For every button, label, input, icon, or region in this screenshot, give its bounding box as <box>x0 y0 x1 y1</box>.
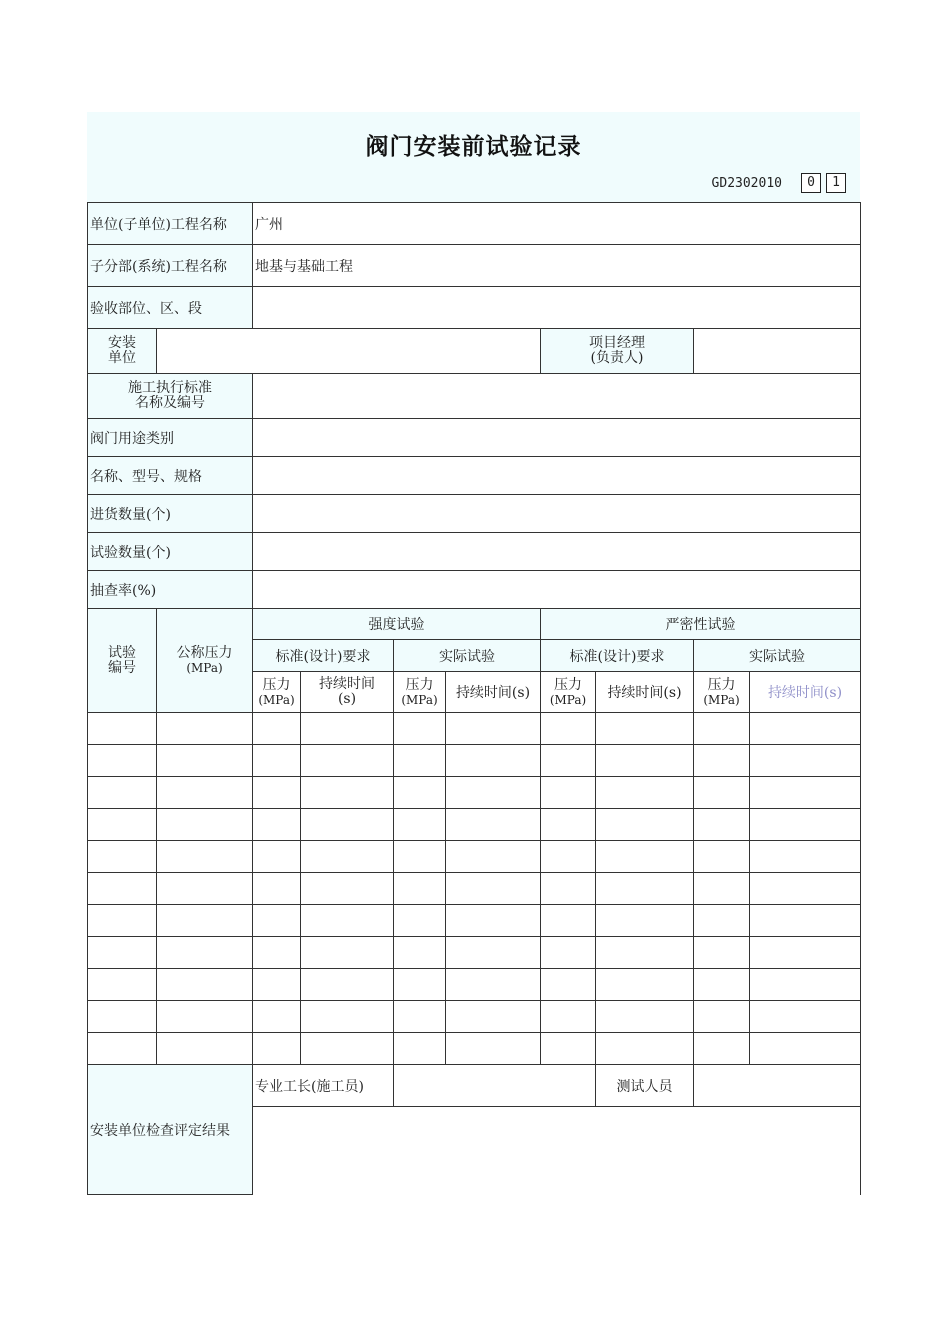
install-unit-label <box>88 329 157 374</box>
table-cell[interactable] <box>301 873 394 905</box>
table-cell[interactable] <box>301 777 394 809</box>
table-cell[interactable] <box>253 937 301 969</box>
test-no-header-line2: 编号 <box>108 659 136 676</box>
table-cell[interactable] <box>750 905 861 937</box>
serial-box-2[interactable]: 1 <box>826 173 846 193</box>
table-cell[interactable] <box>694 905 750 937</box>
tightness-actual-pressure-label: 压力 <box>707 676 736 693</box>
standard-label-line1: 施工执行标准 <box>128 380 212 396</box>
table-cell[interactable] <box>694 873 750 905</box>
valve-usage-label: 阀门用途类别 <box>88 419 253 457</box>
table-cell[interactable] <box>596 969 694 1001</box>
name-model-label: 名称、型号、规格 <box>88 457 253 495</box>
table-row <box>88 1001 861 1033</box>
table-cell[interactable] <box>301 905 394 937</box>
table-cell[interactable] <box>88 809 157 841</box>
strength-std-pressure-header <box>253 672 301 713</box>
tightness-std-header: 标准(设计)要求 <box>541 640 694 672</box>
table-cell[interactable] <box>750 809 861 841</box>
table-cell[interactable] <box>694 745 750 777</box>
table-cell[interactable] <box>394 745 446 777</box>
table-cell[interactable] <box>157 713 253 745</box>
table-cell[interactable] <box>157 841 253 873</box>
table-cell[interactable] <box>596 713 694 745</box>
table-cell[interactable] <box>253 713 301 745</box>
table-cell[interactable] <box>694 713 750 745</box>
table-cell[interactable] <box>750 873 861 905</box>
strength-test-header: 强度试验 <box>253 609 541 640</box>
table-cell[interactable] <box>88 873 157 905</box>
incoming-qty-label: 进货数量(个) <box>88 495 253 533</box>
page-title: 阀门安装前试验记录 <box>365 134 582 160</box>
tightness-actual-duration-header: 持续时间(s) <box>750 672 861 713</box>
table-cell[interactable] <box>88 905 157 937</box>
table-cell[interactable] <box>157 969 253 1001</box>
table-cell[interactable] <box>750 1033 861 1065</box>
table-cell[interactable] <box>541 937 596 969</box>
table-cell[interactable] <box>394 937 446 969</box>
header-band <box>87 112 860 202</box>
strength-std-duration-label: 持续时间 <box>319 676 375 692</box>
table-cell[interactable] <box>301 745 394 777</box>
table-row <box>88 1033 861 1065</box>
table-cell[interactable] <box>157 1001 253 1033</box>
tester-label: 测试人员 <box>596 1065 694 1107</box>
table-cell[interactable] <box>694 1033 750 1065</box>
table-cell[interactable] <box>446 841 541 873</box>
sampling-rate-value[interactable] <box>253 571 861 609</box>
install-unit-label-line1: 安装 <box>108 335 136 351</box>
document-code: GD2302010 <box>711 175 782 191</box>
test-qty-label: 试验数量(个) <box>88 533 253 571</box>
table-cell[interactable] <box>750 777 861 809</box>
table-cell[interactable] <box>694 969 750 1001</box>
table-cell[interactable] <box>446 777 541 809</box>
table-cell[interactable] <box>750 841 861 873</box>
table-cell[interactable] <box>694 777 750 809</box>
table-cell[interactable] <box>88 841 157 873</box>
table-cell[interactable] <box>596 1033 694 1065</box>
table-cell[interactable] <box>446 905 541 937</box>
table-cell[interactable] <box>301 841 394 873</box>
form-sheet <box>87 112 860 1195</box>
table-cell[interactable] <box>596 873 694 905</box>
nominal-pressure-header-unit: (MPa) <box>186 661 223 675</box>
table-cell[interactable] <box>541 745 596 777</box>
table-cell[interactable] <box>301 713 394 745</box>
unit-project-label: 单位(子单位)工程名称 <box>88 203 253 245</box>
table-cell[interactable] <box>301 969 394 1001</box>
table-cell[interactable] <box>157 1033 253 1065</box>
table-cell[interactable] <box>394 1001 446 1033</box>
table-row <box>88 777 861 809</box>
table-cell[interactable] <box>88 969 157 1001</box>
strength-std-header: 标准(设计)要求 <box>253 640 394 672</box>
table-cell[interactable] <box>394 809 446 841</box>
install-unit-value[interactable] <box>157 329 541 374</box>
nominal-pressure-header-line1: 公称压力 <box>176 645 233 661</box>
table-cell[interactable] <box>694 809 750 841</box>
table-cell[interactable] <box>446 873 541 905</box>
table-cell[interactable] <box>253 1033 301 1065</box>
install-unit-label-line2: 单位 <box>108 350 136 366</box>
valve-usage-value[interactable] <box>253 419 861 457</box>
table-cell[interactable] <box>88 1033 157 1065</box>
table-cell[interactable] <box>596 841 694 873</box>
incoming-qty-value[interactable] <box>253 495 861 533</box>
table-cell[interactable] <box>157 937 253 969</box>
table-cell[interactable] <box>301 809 394 841</box>
table-cell[interactable] <box>446 969 541 1001</box>
project-manager-label-line1: 项目经理 <box>589 335 645 351</box>
strength-actual-pressure-header <box>394 672 446 713</box>
table-cell[interactable] <box>541 969 596 1001</box>
table-cell[interactable] <box>446 745 541 777</box>
sub-project-value[interactable]: 地基与基础工程 <box>253 245 861 287</box>
table-cell[interactable] <box>157 905 253 937</box>
table-cell[interactable] <box>750 969 861 1001</box>
table-cell[interactable] <box>88 1001 157 1033</box>
table-cell[interactable] <box>596 905 694 937</box>
table-cell[interactable] <box>694 937 750 969</box>
table-row <box>88 905 861 937</box>
table-cell[interactable] <box>394 969 446 1001</box>
table-cell[interactable] <box>541 1001 596 1033</box>
table-cell[interactable] <box>446 937 541 969</box>
table-cell[interactable] <box>446 1033 541 1065</box>
test-qty-value[interactable] <box>253 533 861 571</box>
table-cell[interactable] <box>394 873 446 905</box>
document-code-row <box>712 173 846 193</box>
table-cell[interactable] <box>541 777 596 809</box>
test-no-header <box>88 609 157 713</box>
acceptance-part-label: 验收部位、区、段 <box>88 287 253 329</box>
table-cell[interactable] <box>541 905 596 937</box>
strength-std-pressure-unit: (MPa) <box>258 692 295 707</box>
table-cell[interactable] <box>694 1001 750 1033</box>
foreman-label: 专业工长(施工员) <box>253 1065 394 1107</box>
table-cell[interactable] <box>541 1033 596 1065</box>
tightness-std-pressure-unit: (MPa) <box>549 692 587 707</box>
table-cell[interactable] <box>596 745 694 777</box>
strength-std-duration-header <box>301 672 394 713</box>
table-cell[interactable] <box>596 777 694 809</box>
acceptance-part-value[interactable] <box>253 287 861 329</box>
table-cell[interactable] <box>253 777 301 809</box>
table-cell[interactable] <box>88 713 157 745</box>
table-cell[interactable] <box>750 1001 861 1033</box>
table-cell[interactable] <box>394 841 446 873</box>
strength-std-duration-unit: (s) <box>337 691 357 707</box>
project-manager-value[interactable] <box>694 329 861 374</box>
table-cell[interactable] <box>301 1033 394 1065</box>
result-label: 安装单位检查评定结果 <box>88 1065 253 1195</box>
test-no-header-line1: 试验 <box>108 644 136 661</box>
table-cell[interactable] <box>301 937 394 969</box>
table-cell[interactable] <box>253 809 301 841</box>
table-cell[interactable] <box>446 713 541 745</box>
table-cell[interactable] <box>750 745 861 777</box>
table-row <box>88 937 861 969</box>
sub-project-label: 子分部(系统)工程名称 <box>88 245 253 287</box>
table-cell[interactable] <box>394 777 446 809</box>
name-model-value[interactable] <box>253 457 861 495</box>
tightness-actual-pressure-header <box>694 672 750 713</box>
table-cell[interactable] <box>394 905 446 937</box>
table-cell[interactable] <box>253 969 301 1001</box>
table-cell[interactable] <box>157 745 253 777</box>
test-data-rows <box>88 713 861 1065</box>
table-cell[interactable] <box>394 1033 446 1065</box>
tightness-std-pressure-label: 压力 <box>554 676 582 693</box>
table-cell[interactable] <box>541 873 596 905</box>
table-cell[interactable] <box>157 873 253 905</box>
result-value[interactable] <box>253 1107 861 1195</box>
table-cell[interactable] <box>394 713 446 745</box>
standard-value[interactable] <box>253 374 861 419</box>
record-table <box>87 202 861 1195</box>
tightness-std-pressure-header <box>541 672 596 713</box>
tightness-actual-header: 实际试验 <box>694 640 861 672</box>
table-cell[interactable] <box>596 1001 694 1033</box>
table-row <box>88 713 861 745</box>
table-cell[interactable] <box>694 841 750 873</box>
table-cell[interactable] <box>253 841 301 873</box>
table-row <box>88 873 861 905</box>
tightness-actual-pressure-unit: (MPa) <box>703 692 740 707</box>
table-cell[interactable] <box>541 809 596 841</box>
table-cell[interactable] <box>253 873 301 905</box>
foreman-value[interactable] <box>394 1065 596 1107</box>
project-manager-label-line2: (负责人) <box>590 350 644 366</box>
table-cell[interactable] <box>253 1001 301 1033</box>
strength-actual-duration-header: 持续时间(s) <box>446 672 541 713</box>
table-row <box>88 809 861 841</box>
tightness-std-duration-header: 持续时间(s) <box>596 672 694 713</box>
strength-actual-pressure-unit: (MPa) <box>401 692 438 707</box>
tightness-test-header: 严密性试验 <box>541 609 861 640</box>
table-cell[interactable] <box>446 809 541 841</box>
serial-box-1[interactable]: 0 <box>801 173 821 193</box>
table-cell[interactable] <box>253 905 301 937</box>
strength-std-pressure-label: 压力 <box>262 676 291 693</box>
table-cell[interactable] <box>88 745 157 777</box>
table-cell[interactable] <box>541 841 596 873</box>
standard-label <box>88 374 253 419</box>
table-cell[interactable] <box>253 745 301 777</box>
table-cell[interactable] <box>596 809 694 841</box>
table-cell[interactable] <box>446 1001 541 1033</box>
table-cell[interactable] <box>157 809 253 841</box>
table-cell[interactable] <box>88 937 157 969</box>
standard-label-line2: 名称及编号 <box>135 395 205 411</box>
table-cell[interactable] <box>301 1001 394 1033</box>
sampling-rate-label: 抽查率(%) <box>88 571 253 609</box>
table-cell[interactable] <box>541 713 596 745</box>
table-cell[interactable] <box>157 777 253 809</box>
table-row <box>88 841 861 873</box>
tester-value[interactable] <box>694 1065 861 1107</box>
table-cell[interactable] <box>596 937 694 969</box>
table-cell[interactable] <box>88 777 157 809</box>
project-manager-label <box>541 329 694 374</box>
unit-project-value[interactable]: 广州 <box>253 203 861 245</box>
table-cell[interactable] <box>750 713 861 745</box>
table-cell[interactable] <box>750 937 861 969</box>
strength-actual-pressure-label: 压力 <box>405 676 434 693</box>
nominal-pressure-header <box>157 609 253 713</box>
strength-actual-header: 实际试验 <box>394 640 541 672</box>
table-row <box>88 969 861 1001</box>
table-row <box>88 745 861 777</box>
